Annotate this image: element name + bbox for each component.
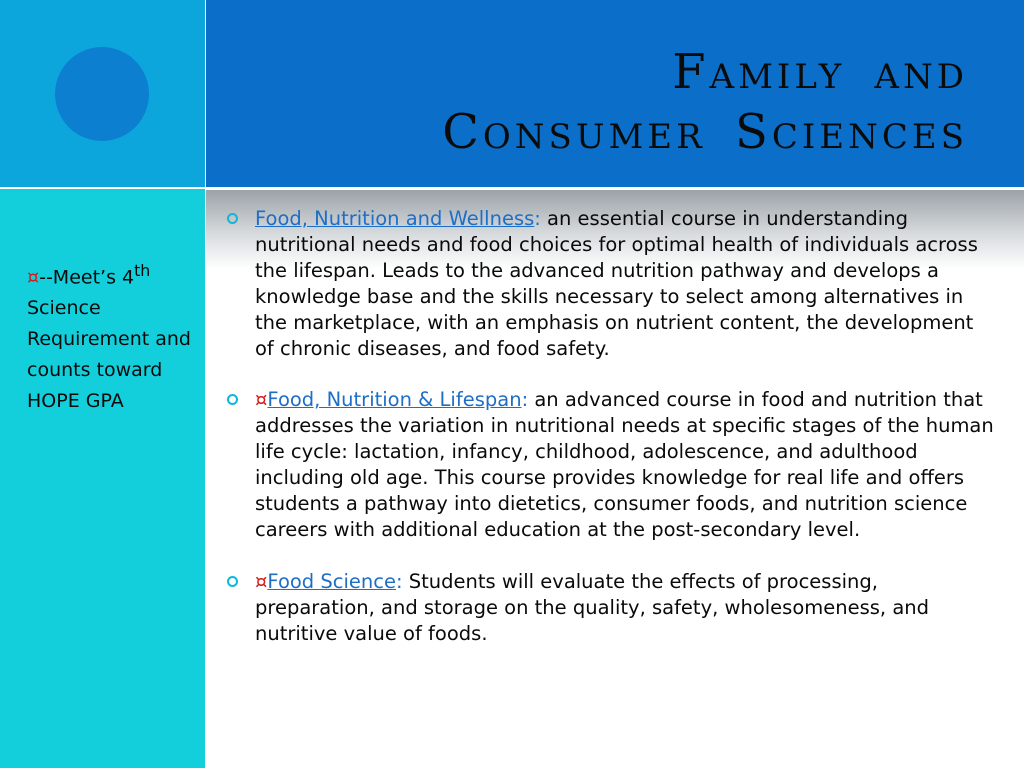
decorative-circle: [55, 47, 149, 141]
course-description: an essential course in understanding nutritional needs and food choices for optimal health of individuals across the lifespan. Leads to the advanced nutrition pathway and develops a knowledge base and the skills necessary to select among alternatives in the marketplace, with an emphasis on nutrient content, the development of chronic diseases, and food safety.: [255, 207, 978, 360]
course-link-food-science[interactable]: Food Science: [267, 569, 396, 593]
bullet-ring-icon: [227, 213, 238, 224]
side-note-marker: ¤: [27, 266, 40, 289]
course-link-lifespan[interactable]: Food, Nutrition & Lifespan: [267, 388, 522, 412]
slide-title: [248, 42, 968, 162]
course-colon: :: [395, 569, 403, 593]
course-item-food-science: [226, 569, 996, 647]
bullet-ring-icon: [227, 576, 238, 587]
side-note-prefix: --Meet’s 4: [39, 266, 135, 289]
course-colon: :: [521, 388, 529, 412]
course-item-lifespan: [226, 387, 996, 542]
left-top-panel: [0, 0, 205, 187]
side-note: [27, 255, 192, 417]
course-link-wellness[interactable]: Food, Nutrition and Wellness: [255, 207, 535, 230]
course-colon: :: [534, 207, 541, 230]
bullet-ring-icon: [227, 394, 238, 405]
side-note-superscript: th: [134, 261, 151, 280]
title-line-2: Consumer Sciences: [442, 104, 968, 160]
bullet-marker: ¤: [255, 569, 268, 593]
bullet-marker: ¤: [255, 388, 268, 412]
title-line-1: Family and: [672, 44, 968, 100]
course-description: Students will evaluate the effects of processing, preparation, and storage on the quality, safety, wholesomeness, and nutritive value of foods.: [255, 569, 930, 645]
course-description: an advanced course in food and nutrition that addresses the variation in nutritional needs at specific stages of the human life cycle: lactation, infancy, childhood, adolescence, and adulthood including old age. This course provides knowledge for real life and offers students a pathway into dietetics, consumer foods, and nutrition science careers with additional education at the post-secondary level.: [255, 388, 994, 541]
course-list: [226, 206, 996, 673]
course-item-wellness: [226, 206, 996, 361]
side-note-text: Science Requirement and counts toward HOPE GPA: [27, 297, 191, 413]
